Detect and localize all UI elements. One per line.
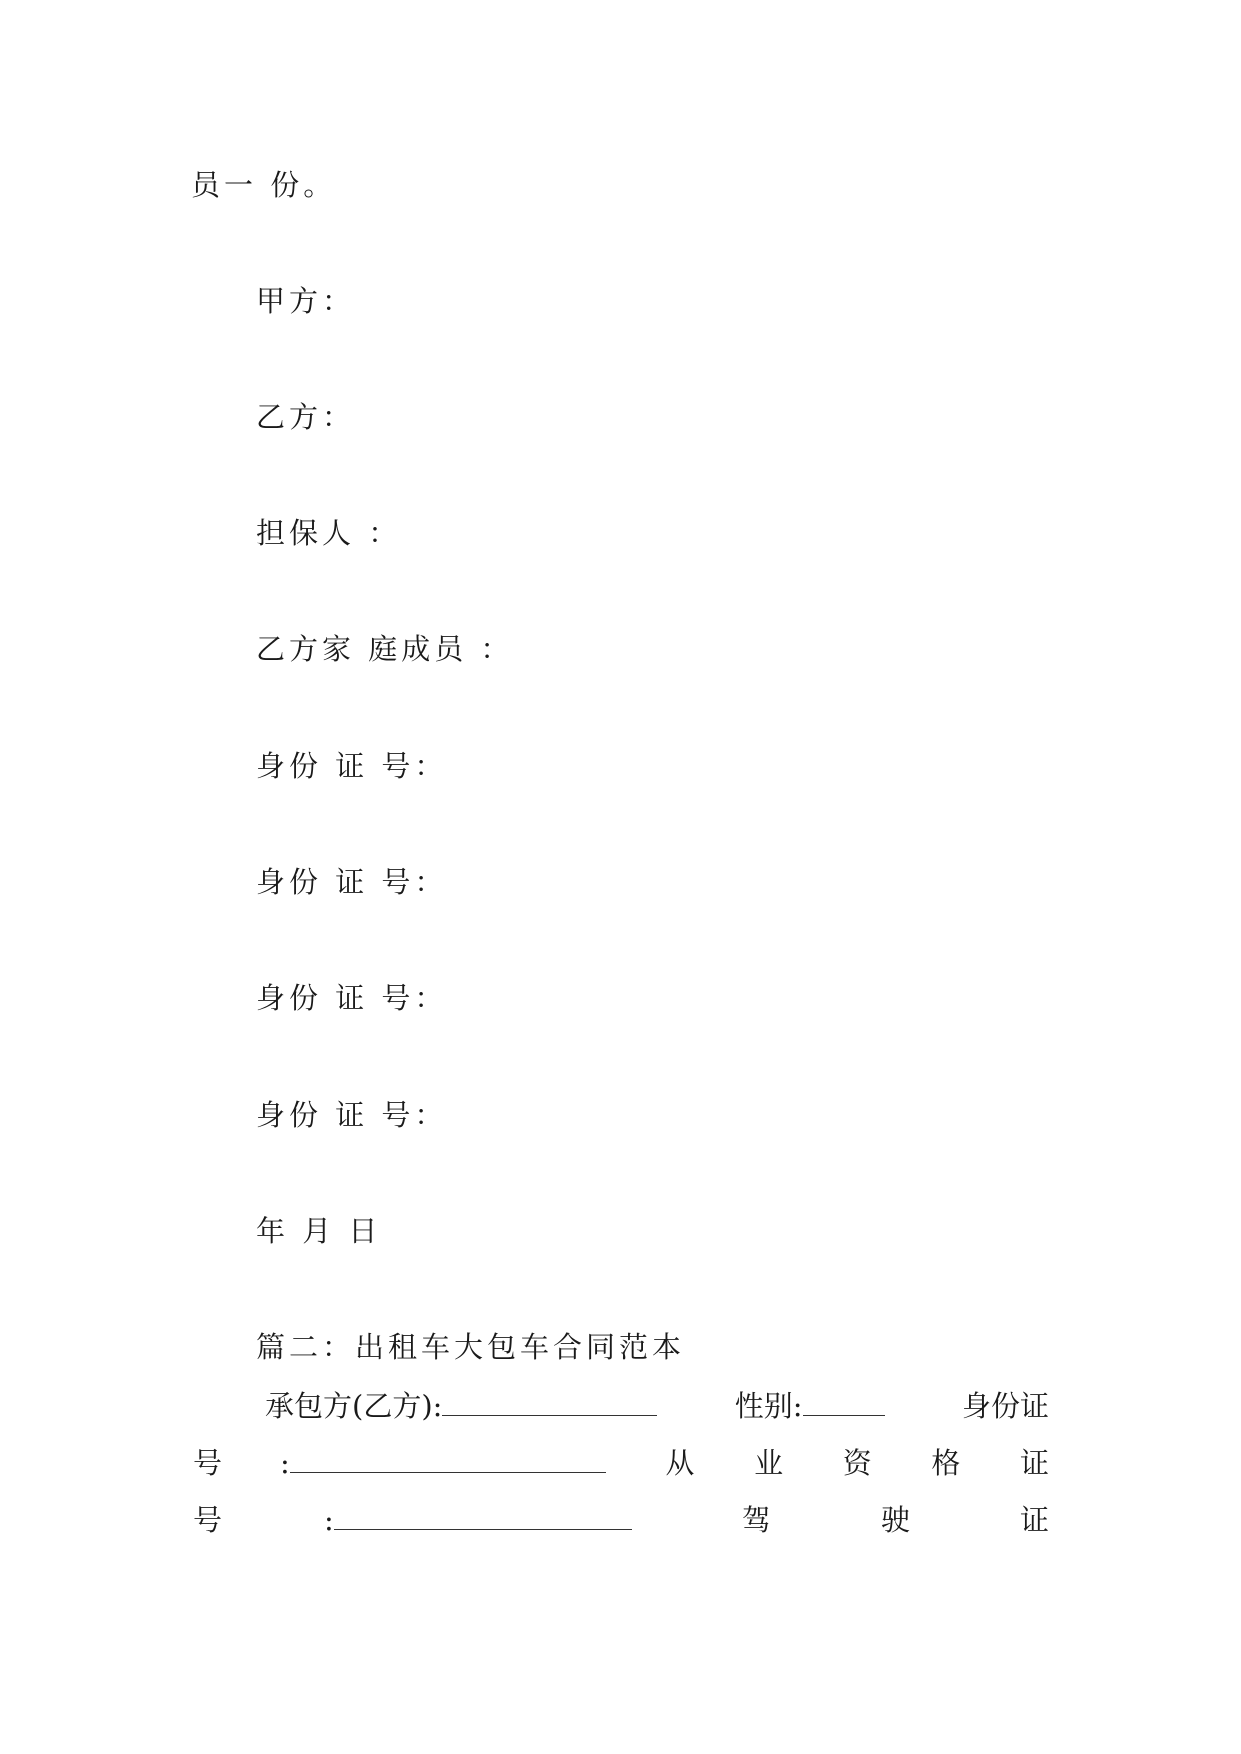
id-number-label-1: 身份 证 号： <box>256 749 448 783</box>
qualification-char-4: 格 <box>931 1446 961 1480</box>
qualification-blank <box>334 1503 632 1530</box>
contractor-blank <box>442 1389 657 1416</box>
qualification-char-5: 证 <box>1019 1446 1049 1480</box>
section-title: 篇二：出租车大包车合同范本 <box>256 1330 686 1364</box>
license-char-1: 驾 <box>741 1503 771 1537</box>
contract-line-1 <box>193 1388 1049 1424</box>
id-label-end: 号 : <box>193 1445 606 1481</box>
id-number-blank <box>290 1446 606 1473</box>
contract-line-3 <box>193 1502 1049 1538</box>
gender-blank <box>803 1389 885 1416</box>
qualification-char-3: 资 <box>842 1446 872 1480</box>
qualification-label-end: 号 : <box>193 1502 632 1538</box>
qualification-char-2: 业 <box>754 1446 784 1480</box>
guarantor-signature-label: 担保人 ： <box>256 516 402 550</box>
party-b-signature-label: 乙方： <box>256 400 356 434</box>
date-label: 年 月 日 <box>256 1214 382 1248</box>
id-number-label-3: 身份 证 号： <box>256 981 448 1015</box>
qualification-char-1: 从 <box>665 1446 695 1480</box>
gender-label: 性别: <box>735 1388 885 1424</box>
license-char-3: 证 <box>1019 1503 1049 1537</box>
license-char-2: 驶 <box>880 1503 910 1537</box>
id-number-label-2: 身份 证 号： <box>256 865 448 899</box>
id-number-label-4: 身份 证 号： <box>256 1098 448 1132</box>
continuation-text: 员一 份。 <box>191 168 337 202</box>
family-member-signature-label: 乙方家 庭成员 ： <box>256 632 514 666</box>
id-label-start: 身份证 <box>961 1389 1049 1423</box>
contractor-label: 承包方(乙方): <box>193 1388 657 1424</box>
contract-line-2 <box>193 1445 1049 1481</box>
party-a-signature-label: 甲方： <box>256 284 356 318</box>
